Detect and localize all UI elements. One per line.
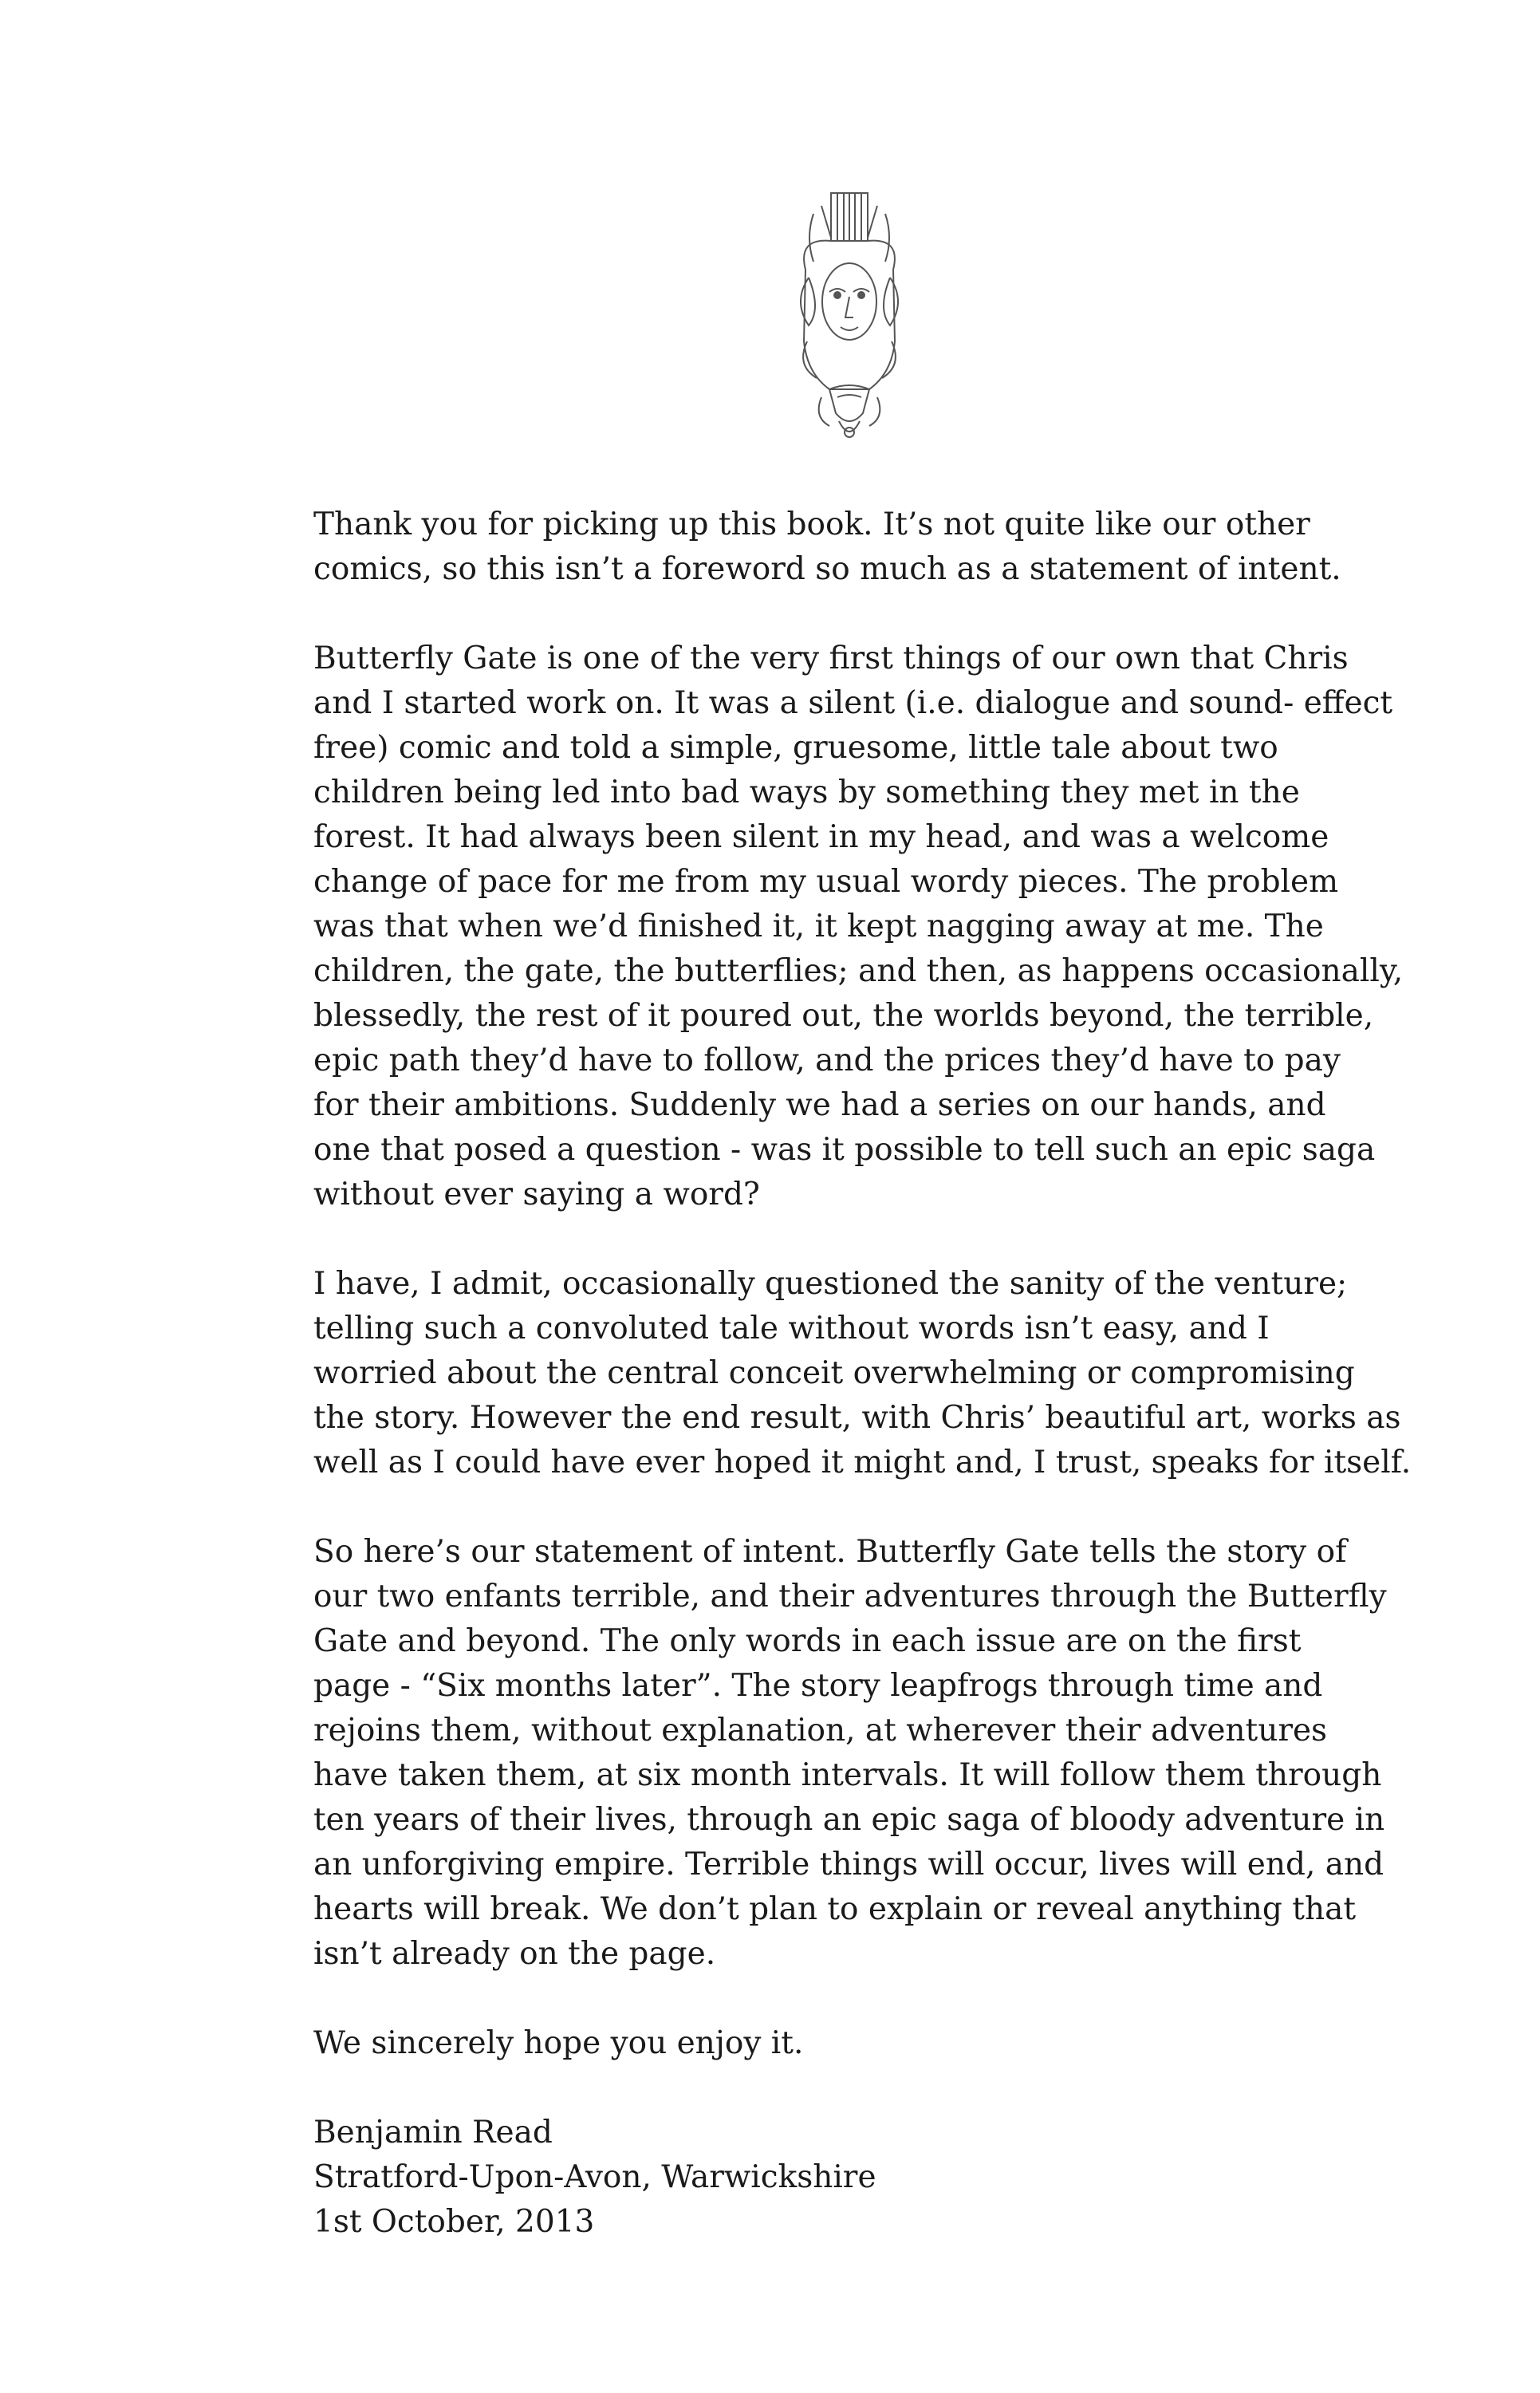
text-line: ten years of their lives, through an epic saga of bloody adventure in xyxy=(313,1802,1385,1838)
text-line: Butterfly Gate is one of the very first things of our own that Chris xyxy=(313,641,1349,676)
text-line: telling such a convoluted tale without words isn’t easy, and I xyxy=(313,1311,1270,1346)
text-line: have taken them, at six month intervals. It will follow them through xyxy=(313,1757,1382,1793)
author-name: Benjamin Read xyxy=(313,2115,553,2151)
text-line: change of pace for me from my usual wordy pieces. The problem xyxy=(313,864,1339,900)
art-deco-face-emblem-icon xyxy=(790,190,909,442)
author-place: Stratford-Upon-Avon, Warwickshire xyxy=(313,2159,876,2195)
text-line: the story. However the end result, with Chris’ beautiful art, works as xyxy=(313,1400,1401,1436)
text-line: rejoins them, without explanation, at wherever their adventures xyxy=(313,1713,1328,1748)
text-line: our two enfants terrible, and their adventures through the Butterfly xyxy=(313,1579,1387,1614)
text-line: free) comic and told a simple, gruesome, little tale about two xyxy=(313,730,1278,766)
text-line: So here’s our statement of intent. Butterfly Gate tells the story of xyxy=(313,1534,1347,1570)
paragraph-5 xyxy=(313,2021,1414,2066)
paragraph-3 xyxy=(313,1262,1414,1485)
text-line: isn’t already on the page. xyxy=(313,1936,716,1972)
paragraph-1 xyxy=(313,503,1414,592)
letter-body xyxy=(313,503,1414,2289)
text-line: was that when we’d finished it, it kept nagging away at me. The xyxy=(313,909,1324,944)
text-line: We sincerely hope you enjoy it. xyxy=(313,2025,804,2061)
paragraph-2 xyxy=(313,637,1414,1217)
text-line: one that posed a question - was it possible to tell such an epic saga xyxy=(313,1132,1376,1168)
text-line: an unforgiving empire. Terrible things will occur, lives will end, and xyxy=(313,1847,1384,1882)
text-line: epic path they’d have to follow, and the prices they’d have to pay xyxy=(313,1043,1341,1078)
text-line: and I started work on. It was a silent (i.e. dialogue and sound- effect xyxy=(313,685,1393,721)
text-line: Thank you for picking up this book. It’s not quite like our other xyxy=(313,507,1310,542)
text-line: for their ambitions. Suddenly we had a series on our hands, and xyxy=(313,1087,1326,1123)
text-line: Gate and beyond. The only words in each issue are on the first xyxy=(313,1623,1302,1659)
text-line: forest. It had always been silent in my head, and was a welcome xyxy=(313,819,1329,855)
text-line: comics, so this isn’t a foreword so much as a statement of intent. xyxy=(313,551,1341,587)
signature-block xyxy=(313,2111,1414,2245)
text-line: page - “Six months later”. The story leapfrogs through time and xyxy=(313,1668,1323,1704)
letter-date: 1st October, 2013 xyxy=(313,2204,595,2240)
text-line: children, the gate, the butterflies; and then, as happens occasionally, xyxy=(313,953,1404,989)
text-line: children being led into bad ways by something they met in the xyxy=(313,775,1300,810)
text-line: worried about the central conceit overwhelming or compromising xyxy=(313,1355,1355,1391)
text-line: I have, I admit, occasionally questioned the sanity of the venture; xyxy=(313,1266,1348,1302)
text-line: blessedly, the rest of it poured out, the worlds beyond, the terrible, xyxy=(313,998,1374,1034)
text-line: well as I could have ever hoped it might and, I trust, speaks for itself. xyxy=(313,1445,1412,1480)
text-line: hearts will break. We don’t plan to explain or reveal anything that xyxy=(313,1891,1356,1927)
paragraph-4 xyxy=(313,1530,1414,1977)
text-line: without ever saying a word? xyxy=(313,1177,760,1212)
